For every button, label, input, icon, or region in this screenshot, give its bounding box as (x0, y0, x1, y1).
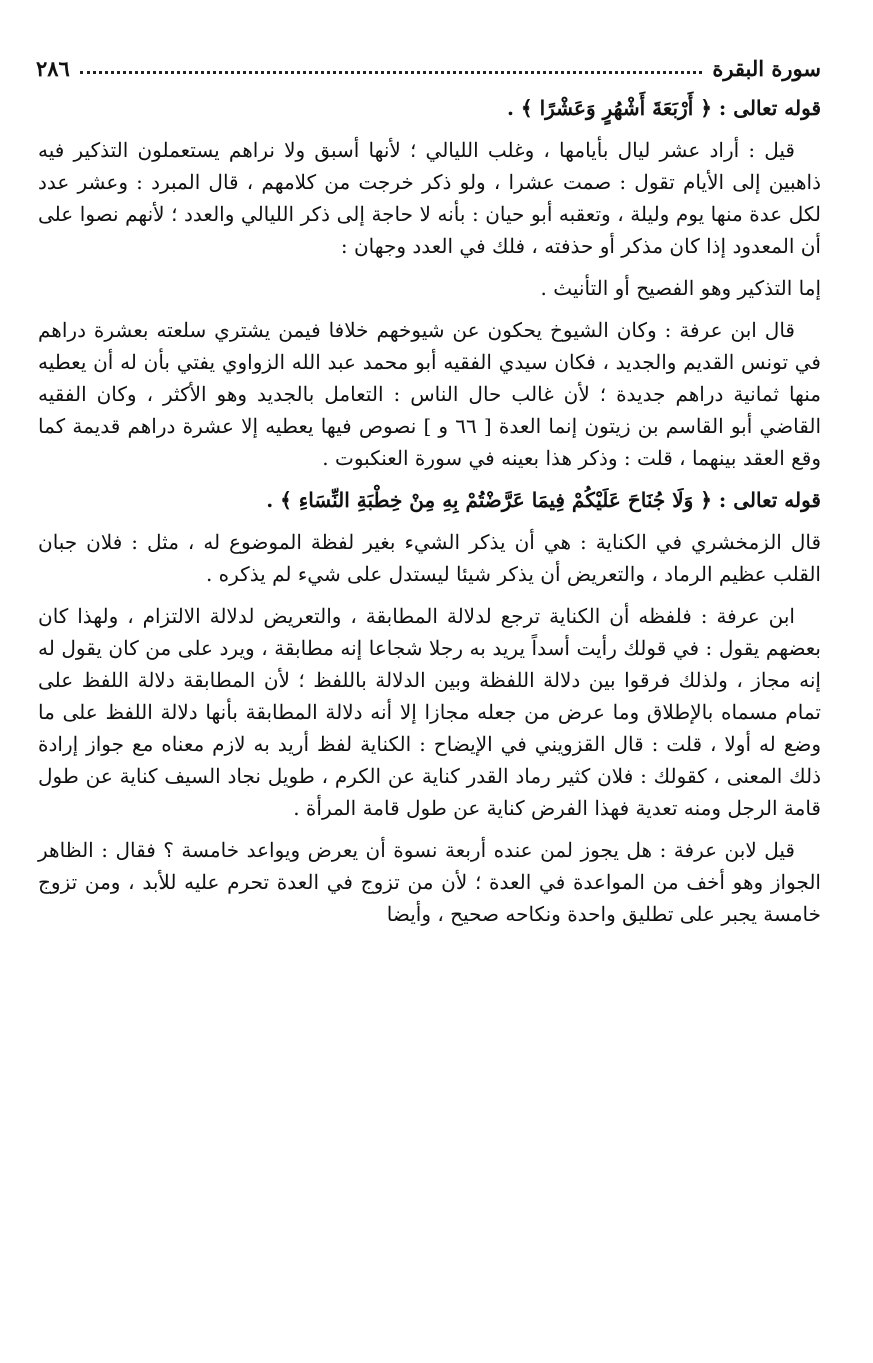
paragraph: قيل : أراد عشر ليال بأيامها ، وغلب الليالي ؛ لأنها أسبق ولا نراهم يستعملون التذكير فيه ذاهبين إلى الأيام تقول : صمت عشرا ، ولو ذكر خرجت من كلامهم ، قال المبرد : وعشر عدد لكل عدة منها يوم وليلة ، وتعقبه أبو حيان : بأنه لا حاجة إلى ذكر الليالي والعدد ؛ لأنهم نصوا على أن المعدود إذا كان مذكر أو حذفته ، فلك في العدد وجهان : (38, 138, 822, 258)
verse-heading: قوله تعالى : ﴿ وَلَا جُنَاحَ عَلَيْكُمْ فِيمَا عَرَّضْتُمْ بِهِ مِنْ خِطْبَةِ النِّسَاءِ ﴾ . (266, 488, 821, 512)
surah-title: سورة البقرة (712, 55, 821, 81)
running-header (36, 50, 821, 86)
page-body (38, 92, 821, 940)
paragraph: إما التذكير وهو الفصيح أو التأنيث . (540, 276, 821, 300)
paragraph: قال ابن عرفة : وكان الشيوخ يحكون عن شيوخهم خلافا فيمن يشتري سلعته بعشرة دراهم في تونس القديم والجديد ، فكان سيدي الفقيه أبو محمد عبد الله الزواوي يفتي بأن له أن يعطيه منها ثمانية دراهم جديدة ؛ لأن غالب حال الناس : التعامل بالجديد وهو الأكثر ، وكان الفقيه القاضي أبو القاسم بن زيتون إنما العدة [ ٦٦ و ] نصوص فيها يعطيه إلا عشرة دراهم قديمة كما وقع العقد بينهما ، قلت : وذكر هذا بعينه في سورة العنكبوت . (38, 318, 821, 470)
verse-heading: قوله تعالى : ﴿ أَرْبَعَةَ أَشْهُرٍ وَعَشْرًا ﴾ . (506, 96, 821, 120)
paragraph: ابن عرفة : فلفظه أن الكناية ترجع لدلالة المطابقة ، والتعريض لدلالة الالتزام ، ولهذا كان بعضهم يقول : في قولك رأيت أسداً يريد به رجلا شجاعا إنه مطابقة ، ويرد على من كان يقول له إنه مجاز ، ولذلك فرقوا بين دلالة اللفظة وبين الدلالة باللفظ ؛ لأن المطابقة دلالة اللفظ على تمام مسماه بالإطلاق وما عرض من جعله مجازا إلا أنه دلالة المطابقة بأنها دلالة اللفظ على ما وضع له أولا ، قلت : قال القزويني في الإيضاح : الكناية لفظ أريد به لازم معناه مع جواز إرادة ذلك المعنى ، كقولك : فلان كثير رماد القدر كناية عن الكرم ، طويل نجاد السيف كناية عن طول قامة الرجل ومنه تعدية فهذا الفرض كناية عن طول قامة المرأة . (38, 604, 821, 820)
page-number: ٢٨٦ (36, 55, 70, 81)
header-dotted-rule (80, 71, 702, 74)
paragraph: قيل لابن عرفة : هل يجوز لمن عنده أربعة نسوة أن يعرض ويواعد خامسة ؟ فقال : الظاهر الجواز وهو أخف من المواعدة في العدة ؛ لأن من تزوج في العدة تحرم عليه للأبد ، ومن تزوج خامسة يجبر على تطليق واحدة ونكاحه صحيح ، وأيضا (38, 838, 821, 926)
paragraph: قال الزمخشري في الكناية : هي أن يذكر الشيء بغير لفظة الموضوع له ، مثل : فلان جبان القلب عظيم الرماد ، والتعريض أن يذكر شيئا ليستدل على شيء لم يذكره . (38, 530, 821, 586)
